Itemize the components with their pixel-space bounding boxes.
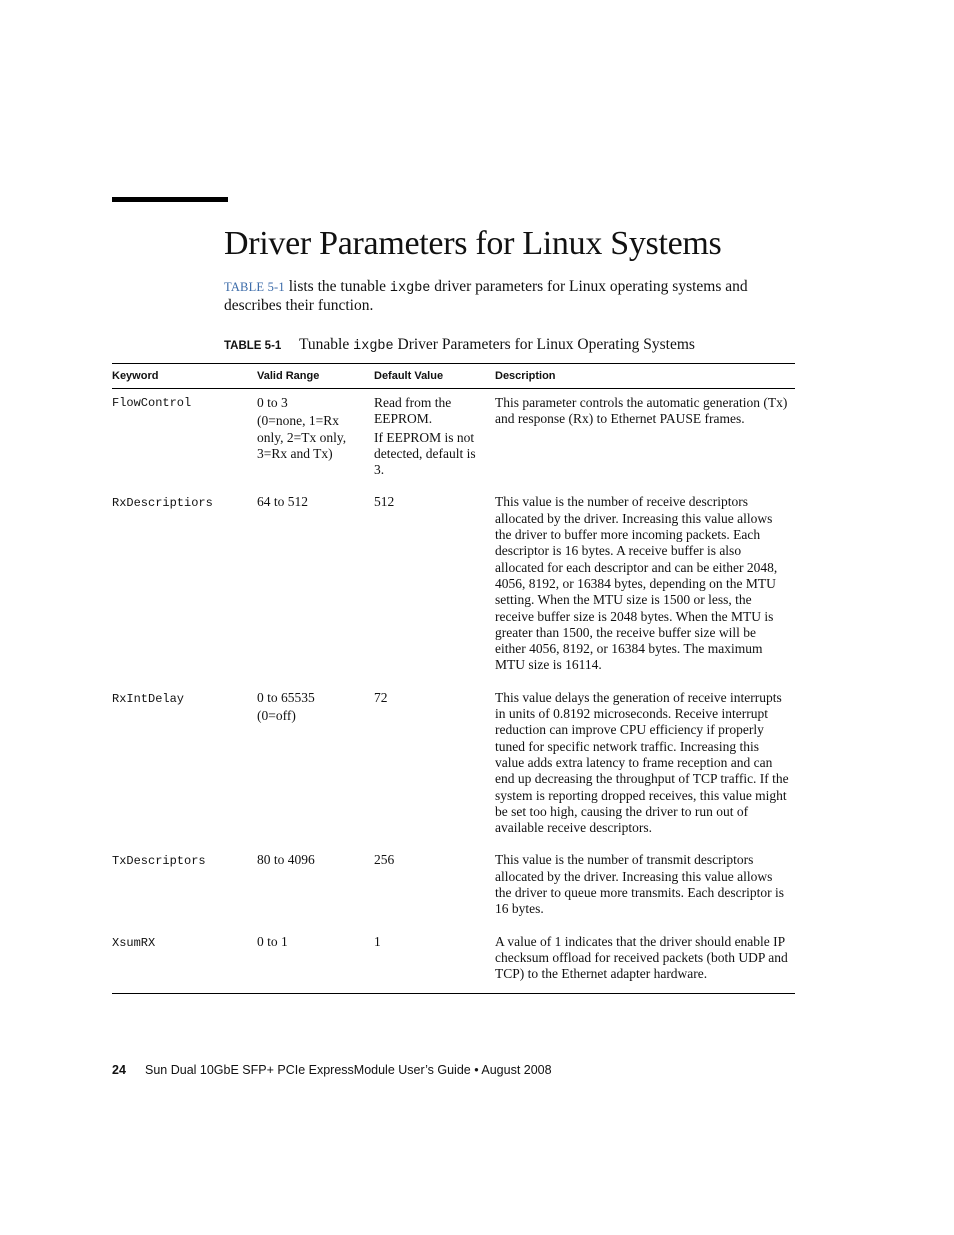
- footer-text: Sun Dual 10GbE SFP+ PCIe ExpressModule User’s Guide • August 2008: [145, 1063, 552, 1077]
- intro-text-1: lists the tunable: [284, 278, 390, 295]
- default-text: 256: [374, 852, 395, 868]
- default-cell: [374, 928, 495, 993]
- table-caption-text-1: Tunable: [299, 336, 354, 353]
- range-cell: [257, 928, 374, 993]
- keyword-cell: RxDescriptiors: [112, 496, 213, 511]
- range-text: 80 to 4096: [257, 852, 315, 868]
- range-cell: [257, 684, 374, 847]
- default-text: 72: [374, 689, 388, 705]
- keyword-cell: FlowControl: [112, 396, 192, 410]
- table-row: [112, 389, 795, 489]
- default-note: If EEPROM is not detected, default is 3.: [374, 429, 476, 478]
- table-row: [112, 928, 795, 993]
- range-text: 64 to 512: [257, 494, 309, 510]
- range-text: 0 to 1: [257, 933, 288, 949]
- page-number: 24: [112, 1063, 126, 1077]
- default-text: 512: [374, 494, 395, 510]
- range-text: 0 to 65535: [257, 689, 315, 705]
- keyword-cell: XsumRX: [112, 935, 156, 950]
- description-cell: This parameter controls the automatic generation (Tx) and response (Rx) to Ethernet PAUSE frames.: [495, 395, 788, 427]
- intro-paragraph: [224, 278, 799, 314]
- default-text: 1: [374, 933, 381, 949]
- keyword-cell: RxIntDelay: [112, 691, 185, 706]
- range-text: 0 to 3: [257, 395, 288, 410]
- intro-text-2: driver parameters for Linux operating systems and describes their function.: [224, 278, 748, 314]
- parameters-table: [112, 363, 795, 994]
- header-default-value: Default Value: [374, 370, 444, 382]
- header-description: Description: [495, 370, 556, 382]
- table-reference-link[interactable]: TABLE 5-1: [224, 280, 285, 294]
- range-cell: [257, 389, 374, 489]
- description-cell: This value delays the generation of receive interrupts in units of 0.8192 microseconds. Receive interrupt reduction can improve CPU efficiency if properly tuned for specific network traffic. Increasing this value adds extra latency to frame reception and can end up decreasing the throughput of TCP traffic. If the system is reporting dropped receives, this value might be set too high, causing the driver to run out of available receive descriptors.: [495, 689, 789, 836]
- range-cell: [257, 846, 374, 927]
- default-cell: [374, 684, 495, 847]
- table-header-row: [112, 364, 795, 389]
- table-caption: [224, 335, 695, 356]
- default-cell: [374, 488, 495, 683]
- page-footer: [112, 1063, 552, 1077]
- header-valid-range: Valid Range: [257, 370, 320, 382]
- default-cell: [374, 846, 495, 927]
- description-cell: This value is the number of receive descriptors allocated by the driver. Increasing this value allows the driver to buffer more incoming packets. Each descriptor is 16 bytes. A receive buffer is also allocated for each descriptor and can be either 2048, 4056, 8192, or 16384 bytes, depending on the MTU setting. When the MTU size is 1500 or less, the receive buffer size is 2048 bytes. When the MTU is greater than 1500, the receive buffer size will be either 4056, 8192, or 16384 bytes. The maximum MTU size is 16114.: [495, 494, 778, 673]
- table-row: [112, 488, 795, 683]
- table-row: [112, 684, 795, 847]
- keyword-cell: TxDescriptors: [112, 854, 206, 869]
- default-text: Read from the EEPROM.: [374, 395, 452, 427]
- range-note: (0=off): [257, 708, 296, 724]
- range-cell: [257, 488, 374, 683]
- description-cell: A value of 1 indicates that the driver should enable IP checksum offload for received packets (both UDP and TCP) to the Ethernet adapter hardware.: [495, 933, 788, 982]
- range-note: (0=none, 1=Rx only, 2=Tx only, 3=Rx and Tx): [257, 413, 347, 461]
- description-cell: This value is the number of transmit descriptors allocated by the driver. Increasing this value allows the driver to queue more transmits. Each descriptor is 16 bytes.: [495, 852, 785, 917]
- default-cell: [374, 389, 495, 489]
- header-keyword: Keyword: [112, 370, 159, 382]
- table-caption-code: ixgbe: [353, 339, 394, 354]
- table-caption-text-2: Driver Parameters for Linux Operating Systems: [393, 336, 695, 353]
- table-row: [112, 846, 795, 927]
- page-title: Driver Parameters for Linux Systems: [224, 225, 722, 262]
- chapter-rule: [112, 197, 228, 202]
- intro-code: ixgbe: [389, 281, 431, 296]
- table-caption-label: TABLE 5-1: [224, 340, 282, 352]
